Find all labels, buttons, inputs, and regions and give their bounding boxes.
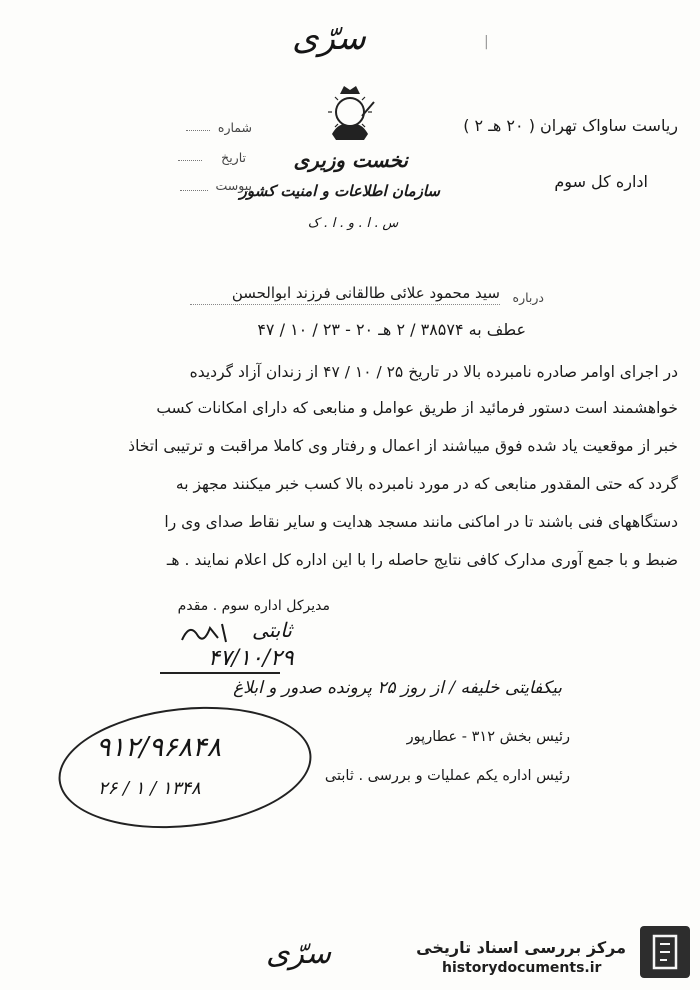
recipient: ریاست ساواک تهران ( ۲۰ هـ ۲ ) (463, 116, 678, 135)
signature-date-underline (160, 672, 280, 674)
signature-scribble (178, 616, 238, 646)
watermark-fa: مرکز بررسی اسناد تاریخی (416, 938, 626, 957)
body-line-6: ضبط و با جمع آوری مدارک کافی نتایج حاصله را با این اداره کل اعلام نمایند . هـ (166, 551, 678, 569)
sender: اداره کل سوم (554, 172, 648, 191)
body-line-1: در اجرای اوامر صادره نامبرده بالا در تاریخ ۲۵ / ۱۰ / ۴۷ از زندان آزاد گردیده (189, 363, 678, 381)
body-line-5: دستگاههای فنی باشند تا در اماکنی مانند مسجد هدایت و سایر نقاط صدای وی را (164, 513, 678, 531)
body-line-2: خواهشمند است دستور فرمائید از طریق عوامل و منابعی که دارای امکانات کسب (156, 399, 678, 417)
body-line-4: گردد که حتی المقدور منابعی که در مورد نامبرده بالا کسب خبر میکنند مجهز به (175, 475, 678, 493)
body-line-3: خبر از موقعیت یاد شده فوق میباشند از اعمال و رفتار وی کاملا مراقبت و ترتیبی اتخاذ (128, 437, 678, 455)
signature-date: ۴۷/۱۰/۲۹ (208, 646, 294, 671)
classification-bottom: سرّی (266, 936, 332, 971)
subject-value: سید محمود علائی طالقانی فرزند ابوالحسن (190, 284, 500, 305)
lion-and-sun-emblem (318, 80, 382, 148)
field-attachment-label: پیوست (215, 178, 252, 193)
field-number-label: شماره (217, 120, 252, 135)
cc-line-1: رئیس بخش ۳۱۲ - عطارپور (406, 729, 570, 745)
field-number-line (186, 130, 210, 131)
reference-line: عطف به ۳۸۵۷۴ / ۲ هـ ۲۰ - ۲۳ / ۱۰ / ۴۷ (257, 320, 526, 339)
field-date-label: تاریخ (221, 150, 246, 165)
classification-top: سرّی (292, 18, 366, 58)
organization-code: س . ا . و . ا . ک (307, 216, 399, 231)
oval-number: ۹۱۲/۹۶۸۴۸ (96, 732, 222, 763)
watermark-url: historydocuments.ir (442, 960, 602, 976)
organization-title: سازمان اطلاعات و امنیت کشور (239, 182, 440, 200)
signature-title: مدیرکل اداره سوم . مقدم (177, 598, 330, 614)
field-date-line (178, 160, 202, 161)
oval-text: ۲۶ / ۱ / ۱۳۴۸ (98, 778, 201, 799)
handwritten-note: بیکفایتی خلیفه / از روز ۲۵ پرونده صدور و ابلاغ (233, 678, 562, 698)
field-attachment-line (180, 190, 208, 191)
corner-mark: | (484, 34, 489, 50)
signature-initials: ثابتی (252, 618, 292, 642)
history-documents-logo (640, 926, 690, 978)
cc-line-2: رئیس اداره یکم عملیات و بررسی . ثابتی (324, 768, 570, 784)
handwritten-oval (52, 695, 317, 840)
subject-label: درباره (512, 290, 544, 305)
ministry-title: نخست وزیری (293, 148, 408, 172)
